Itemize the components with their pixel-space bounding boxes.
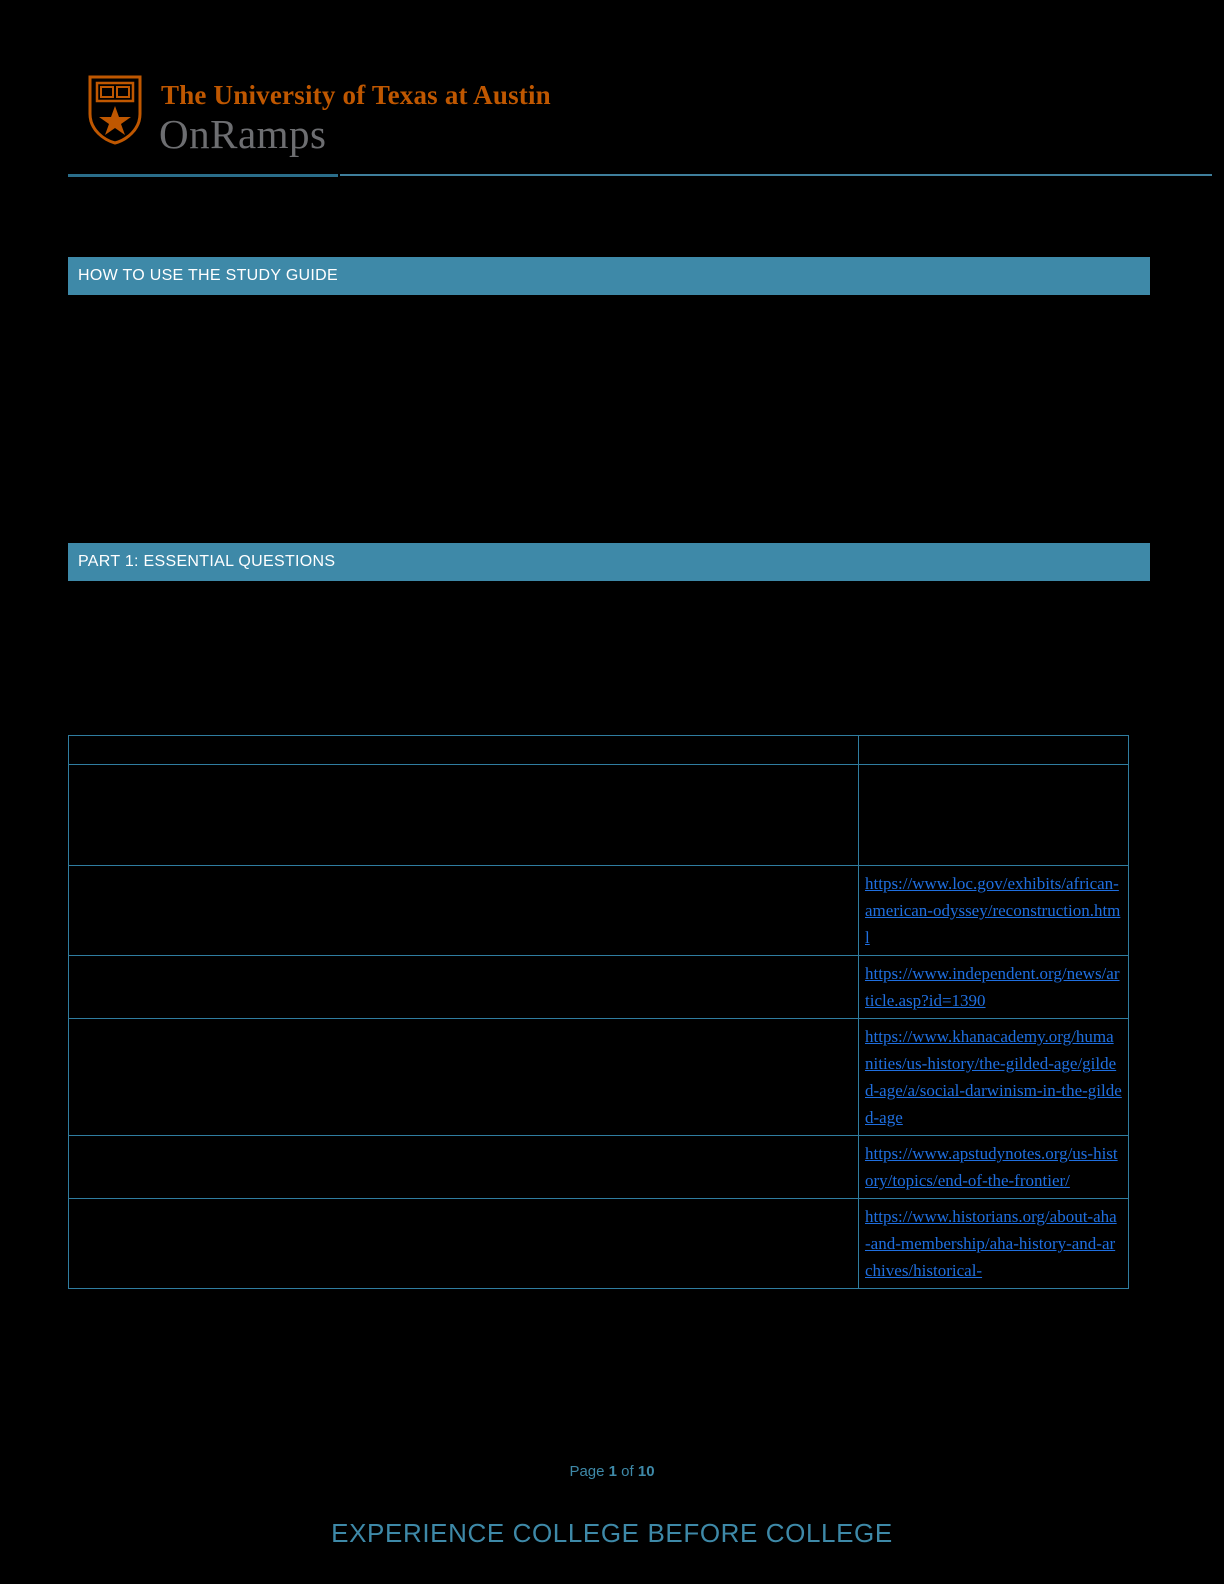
ut-shield-icon <box>86 74 144 146</box>
table-row <box>69 736 1129 765</box>
table-row <box>69 1199 1129 1289</box>
table-row <box>69 866 1129 956</box>
document-header <box>68 66 1212 176</box>
table-cell-link <box>859 765 1129 866</box>
section-heading-how-to-use-the-study-guide: HOW TO USE THE STUDY GUIDE <box>68 257 1150 295</box>
table-cell-question <box>69 866 859 956</box>
page-number-footer <box>0 1463 1224 1480</box>
table-cell-question <box>69 1019 859 1136</box>
resource-link[interactable]: https://www.loc.gov/exhibits/african-american-odyssey/reconstruction.html <box>865 874 1121 947</box>
table-cell-link[interactable] <box>859 1019 1129 1136</box>
section-heading-part-1-essential-questions: PART 1: ESSENTIAL QUESTIONS <box>68 543 1150 581</box>
page-total: 10 <box>637 1463 655 1480</box>
table-row <box>69 956 1129 1019</box>
resource-link[interactable]: https://www.apstudynotes.org/us-history/topics/end-of-the-frontier/ <box>865 1144 1118 1190</box>
table-row <box>69 1136 1129 1199</box>
table-cell-question <box>69 1199 859 1289</box>
page-label-mid: of <box>617 1463 638 1480</box>
footer-tagline: EXPERIENCE COLLEGE BEFORE COLLEGE <box>331 1518 893 1548</box>
table-cell-question <box>69 956 859 1019</box>
table-cell-question <box>69 765 859 866</box>
table-cell-question <box>69 736 859 765</box>
table-cell-link[interactable] <box>859 1199 1129 1289</box>
page-label-prefix: Page <box>569 1463 609 1480</box>
table-cell-link[interactable] <box>859 956 1129 1019</box>
table-row <box>69 1019 1129 1136</box>
resource-link[interactable]: https://www.khanacademy.org/humanities/us-history/the-gilded-age/gilded-age/a/social-darwinism-in-the-gilded-age <box>865 1027 1122 1127</box>
essential-questions-table <box>68 735 1129 1289</box>
resource-link[interactable]: https://www.independent.org/news/article.asp?id=1390 <box>865 964 1120 1010</box>
page-number: 1 <box>608 1463 617 1480</box>
resource-link[interactable]: https://www.historians.org/about-aha-and-membership/aha-history-and-archives/historical- <box>865 1207 1117 1280</box>
table-cell-question <box>69 1136 859 1199</box>
header-rule-right <box>340 174 1212 176</box>
table-row <box>69 765 1129 866</box>
header-rule-left <box>68 174 338 177</box>
table-cell-link <box>859 736 1129 765</box>
table-cell-link[interactable] <box>859 866 1129 956</box>
university-name: The University of Texas at Austin <box>161 80 551 110</box>
table-cell-link[interactable] <box>859 1136 1129 1199</box>
program-name: OnRamps <box>159 111 327 157</box>
